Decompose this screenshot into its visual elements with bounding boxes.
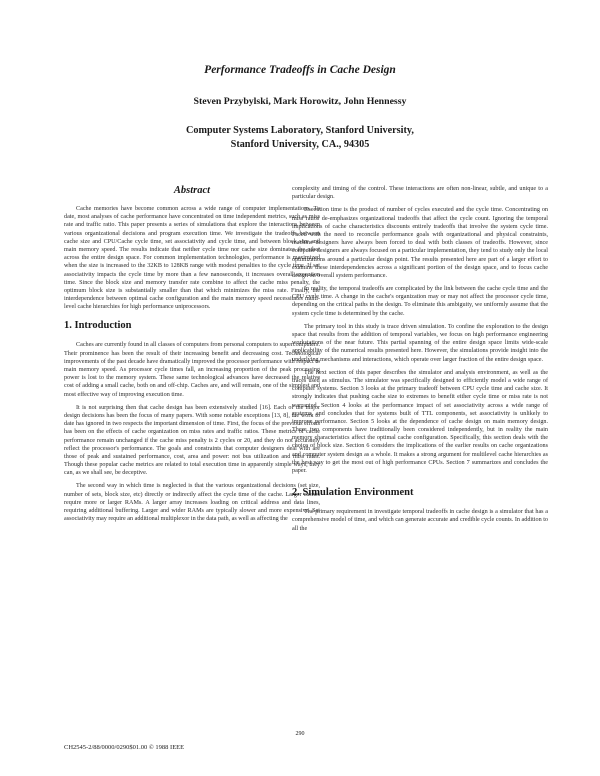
affiliation-line-2: Stanford University, CA., 94305 [230, 139, 370, 150]
affiliation [0, 124, 600, 152]
paper-title: Performance Tradeoffs in Cache Design [204, 64, 396, 76]
abstract-text: Cache memories have become common across a wide range of computer implementations. To date, most analyses of cache performance have concentrated on time independent metrics, such as miss rate and traffic ratio. This paper presents a series of simulations that explore the interactions between various organizational decisions and program execution time. We investigate the tradeoffs between cache size and CPU/Cache cycle time, set associativity and cycle time, and between block size and main memory speed. The results indicate that neither cycle time nor cache size dominates the other across the entire design space. For common implementation technologies, performance is maximized when the size is increased to the 32KB to 128KB range with modest penalties to the cycle time. If set associativity impacts the cycle time by more than a few nanoseconds, it increases overall execution time. Since the block size and memory transfer rate combine to affect the cache miss penalty, the optimum block size is substantially smaller than that which minimizes the miss rate. Finally, the interdependence between optimal cache configuration and the main memory speed necessitates multi-level cache hierarchies for high performance uniprocessors. [64, 206, 320, 311]
intro-paragraph-7: The next section of this paper describes the simulator and analysis environment, as well as the traces used as stimulus. The simulator was specifically designed to efficiently model a wide range of computer systems. Section 3 looks at the primary tradeoff between CPU cycle time and cache size. It strongly indicates that pushing cache size to extremes to benefit either cycle time or miss rate is not warranted. Section 4 looks at the performance impact of set associativity across a wide range of systems, and concludes that for systems built of TTL components, set associativity is unlikely to improve performance. Section 5 looks at the dependence of cache design on main memory design. These two components have traditionally been considered independently, but in reality the main memory characteristics affect the optimal cache configuration. Specifically, this section deals with the choice of block size. Section 6 considers the implications of the earlier results on cache organizations and computer system design as a whole. It makes a strong argument for multilevel cache hierarchies as the best way to get the most out of high performance CPUs. Section 7 summarizes and concludes the paper. [292, 369, 548, 474]
right-column [292, 185, 548, 538]
section-heading-simulation-environment: 2. Simulation Environment [292, 487, 414, 499]
section-heading-introduction: 1. Introduction [64, 320, 132, 332]
page-number: 290 [295, 731, 305, 737]
abstract-heading: Abstract [173, 185, 211, 196]
intro-paragraph-2: It is not surprising then that cache design has been extensively studied [16]. Each of the major design decisions has been the focus of many papers. With some notable exceptions [13, 8], the work to date has ignored in two respects the important dimension of time. First, the focus of the previous efforts has been on the effects of cache organization on miss rates and traffic ratios. These metrics of cache performance remain unchanged if the cache miss penalty is 2 cycles or 20, and they do not accurately reflect the processor's performance. The goals and constraints that computer designers deal with are those of peak and sustained performance, cost, area and power: not bus utilization and miss rates. Though these popular cache metrics are related to total execution time in apparently simple ways, they can, as we shall see, be deceptive. [64, 404, 320, 477]
intro-paragraph-6: The primary tool in this study is trace driven simulation. To confine the exploration to the design space that results from the addition of temporal variables, we focus on high performance engineering workstations of the near future. This partial spanning of the entire design space limits wide-scale applicability of the numerical results presented here. However, the simulations provide insight into the underlying mechanisms and interactions, which operate over larger fraction of the entire design space. [292, 323, 548, 363]
simulation-paragraph-1: The primary requirement in investigate temporal tradeoffs in cache design is a simulator that has a comprehensive model of time, and which can generate accurate and credible cycle counts. In addition to all the [292, 509, 548, 532]
affiliation-line-1: Computer Systems Laboratory, Stanford University, [186, 125, 414, 136]
copyright-line: CH2545-2/88/0000/0290$01.00 © 1988 IEEE [64, 744, 185, 751]
left-column [64, 185, 320, 528]
intro-paragraph-1: Caches are currently found in all classes of computers from personal computers to supercomputers. Their prominence has been the result of their increasing benefit and decreasing cost. Technological improvements of the past decade have dramatically improved the processor performance with respect to main memory speed. As processor cycle times fall, an increasing proportion of the peak processing power is lost to the memory system. These same technological advances have decreased the relative cost of adding a small cache, both on and off-chip. Caches are, and will remain, one of the simplest and most effective way of improving execution time. [64, 342, 320, 398]
intro-paragraph-4: Execution time is the product of number of cycles executed and the cycle time. Concentrating on miss ratios de-emphasizes organizational tradeoffs that affect the cycle count. Ignoring the temporal implications of cache characteristics discounts entirely tradeoffs that involve the system cycle time. Faced with the need to reconcile performance goals with organizational and physical constraints, machine designers have always been forced to deal with both classes of tradeoffs. However, since computer designers are always focused on a particular implementation, they tend to study only the local optimizations around a particular design point. The results presented here are part of a larger effort to examine these interdependencies across a significant portion of the design space, and to focus cache design on overall system performance. [292, 207, 548, 279]
intro-paragraph-5: In reality, the temporal tradeoffs are complicated by the link between the cache cycle time and the CPU cycle time. A change in the cache's organization may or may not affect the processor cycle time, depending on the critical paths in the design. To eliminate this ambiguity, we uniformly assume that the system cycle time is determined by the cache. [292, 286, 548, 317]
intro-paragraph-continued: complexity and timing of the control. These interactions are often non-linear, subtle, and unique to a particular design. [292, 186, 548, 201]
paper-authors: Steven Przybylski, Mark Horowitz, John Hennessy [193, 96, 407, 107]
intro-paragraph-3: The second way in which time is neglected is that the various organizational decisions (set size, number of sets, block size, etc) directly or indirectly affect the cycle time of the cache. Larger caches require more or larger RAMs. A larger array increases loading on critical address and data lines, requiring additional buffering. Larger and wider RAMs are typically slower and more expensive. Set associativity may require an additional multiplexor in the data path, as well as affecting the [64, 483, 320, 523]
